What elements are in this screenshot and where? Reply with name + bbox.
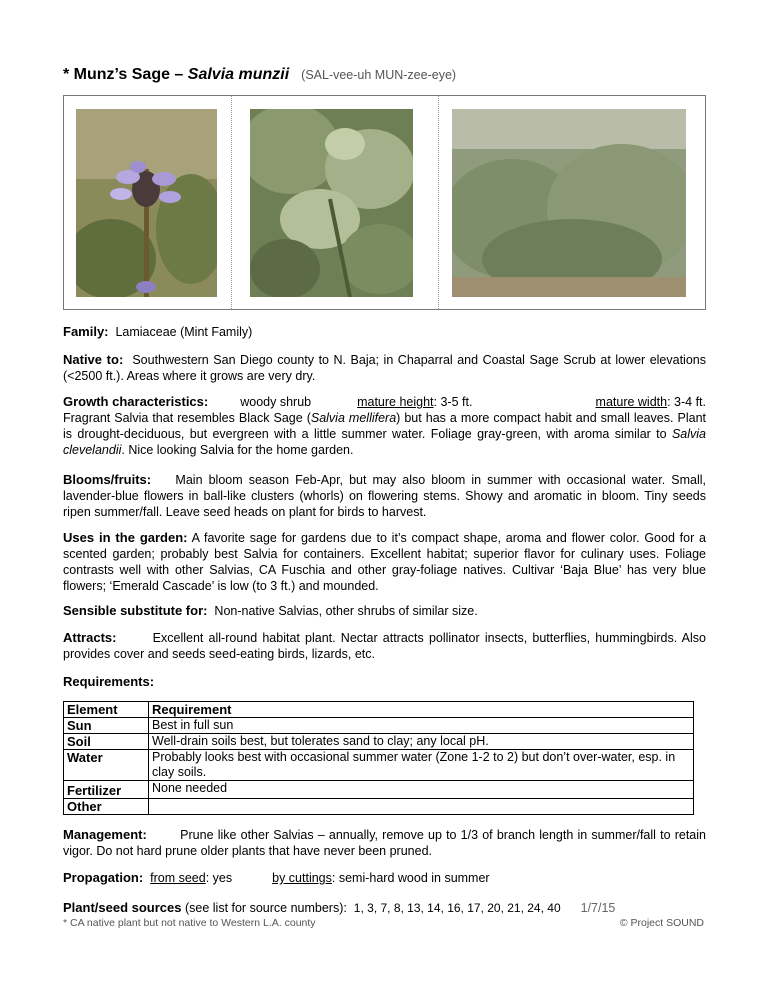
salvia-flower-photo: [76, 109, 217, 297]
footer-note: * CA native plant but not native to Western L.A. county: [63, 917, 316, 929]
page-title: [63, 66, 456, 84]
substitute-label: Sensible substitute for:: [63, 603, 208, 618]
table-row: Soil Well-drain soils best, but tolerates sand to clay; any local pH.: [64, 734, 694, 750]
photo-divider: [438, 96, 439, 309]
growth-description: Fragrant Salvia that resembles Black Sage (Salvia mellifera) but has a more compact habit and small leaves. Plant is drought-deciduous, but evergreen with a little summer water. Foliage gray-green, with aroma similar to Salvia clevelandii. Nice looking Salvia for the home garden.: [63, 411, 706, 457]
height-value: : 3-5 ft.: [433, 395, 473, 409]
width-value: : 3-4 ft.: [667, 395, 706, 409]
table-row: Other: [64, 799, 694, 815]
common-name: * Munz’s Sage –: [63, 66, 188, 83]
uses-label: Uses in the garden:: [63, 530, 188, 545]
photo-strip: [63, 95, 706, 310]
substitute-section: [63, 603, 706, 619]
blooms-section: [63, 472, 706, 520]
revision-date: 1/7/15: [580, 901, 616, 915]
requirements-heading: Requirements:: [63, 674, 155, 689]
attracts-value: Excellent all-round habitat plant. Nectar attracts pollinator insects, butterflies, hummingbirds. Also provides cover and seeds seed-eating birds, lizards, etc.: [63, 631, 706, 661]
sources-section: Plant/seed sources (see list for source numbers): 1, 3, 7, 8, 13, 14, 16, 17, 20, 21, 24, 40 1/7/15: [63, 900, 616, 915]
pronunciation: (SAL-vee-uh MUN-zee-eye): [301, 68, 457, 82]
native-section: [63, 352, 706, 384]
table-row: Fertilizer None needed: [64, 781, 694, 799]
uses-section: [63, 530, 706, 594]
native-label: Native to:: [63, 352, 124, 367]
substitute-value: Non-native Salvias, other shrubs of similar size.: [214, 604, 478, 618]
attracts-label: Attracts:: [63, 630, 117, 645]
family-label: Family:: [63, 324, 109, 339]
photo-divider: [231, 96, 232, 309]
propagation-label: Propagation:: [63, 870, 144, 885]
table-header-row: [64, 702, 694, 718]
header-requirement: Requirement: [149, 702, 694, 718]
management-value: Prune like other Salvias – annually, remove up to 1/3 of branch length in summer/fall to retain vigor. Do not hard prune older plants that have never been pruned.: [63, 828, 706, 858]
propagation-section: Propagation: from seed: yes by cuttings: semi-hard wood in summer: [63, 870, 490, 885]
source-numbers: 1, 3, 7, 8, 13, 14, 16, 17, 20, 21, 24, 40: [353, 901, 561, 915]
width-label: mature width: [595, 395, 668, 409]
growth-label: Growth characteristics:: [63, 394, 209, 409]
salvia-leaves-photo: [250, 109, 413, 297]
attracts-section: [63, 630, 706, 662]
footer: [63, 917, 706, 929]
growth-type: woody shrub: [240, 395, 312, 409]
scientific-name: Salvia munzii: [187, 66, 290, 83]
uses-value: A favorite sage for gardens due to it’s compact shape, aroma and flower color. Good for a scented garden; probably best Salvia for containers. Excellent habitat; superior flavor for culinary uses. Foliage contrasts well with other Salvias, CA Fuschia and other gray-foliage natives. Cultivar ‘Baja Blue’ has very blue flowers; ‘Emerald Cascade’ is low (to 3 ft.) and mounded.: [63, 531, 706, 593]
height-label: mature height: [357, 395, 434, 409]
growth-section: [63, 394, 706, 458]
table-row: Water Probably looks best with occasional summer water (Zone 1-2 to 2) but don’t over-water, esp. in clay soils.: [64, 750, 694, 781]
native-value: Southwestern San Diego county to N. Baja; in Chaparral and Coastal Sage Scrub at lower elevations (<2500 ft.). Areas where it grows are very dry.: [63, 353, 706, 383]
blooms-label: Blooms/fruits:: [63, 472, 152, 487]
requirements-table: [63, 701, 694, 815]
table-row: Sun Best in full sun: [64, 718, 694, 734]
management-section: [63, 827, 706, 859]
footer-copyright: © Project SOUND: [619, 917, 704, 929]
sources-label: Plant/seed sources: [63, 900, 182, 915]
family-value: Lamiaceae (Mint Family): [115, 325, 253, 339]
header-element: Element: [64, 702, 149, 718]
salvia-shrub-photo: [452, 109, 686, 297]
blooms-value: Main bloom season Feb-Apr, but may also bloom in summer with occasional water. Small, lavender-blue flowers in ball-like clusters (whorls) on flowering stems. Showy and aromatic in bloom. Tiny seeds ripen summer/fall. Leave seed heads on plant for birds to harvest.: [63, 473, 706, 519]
family-section: [63, 324, 706, 340]
management-label: Management:: [63, 827, 147, 842]
